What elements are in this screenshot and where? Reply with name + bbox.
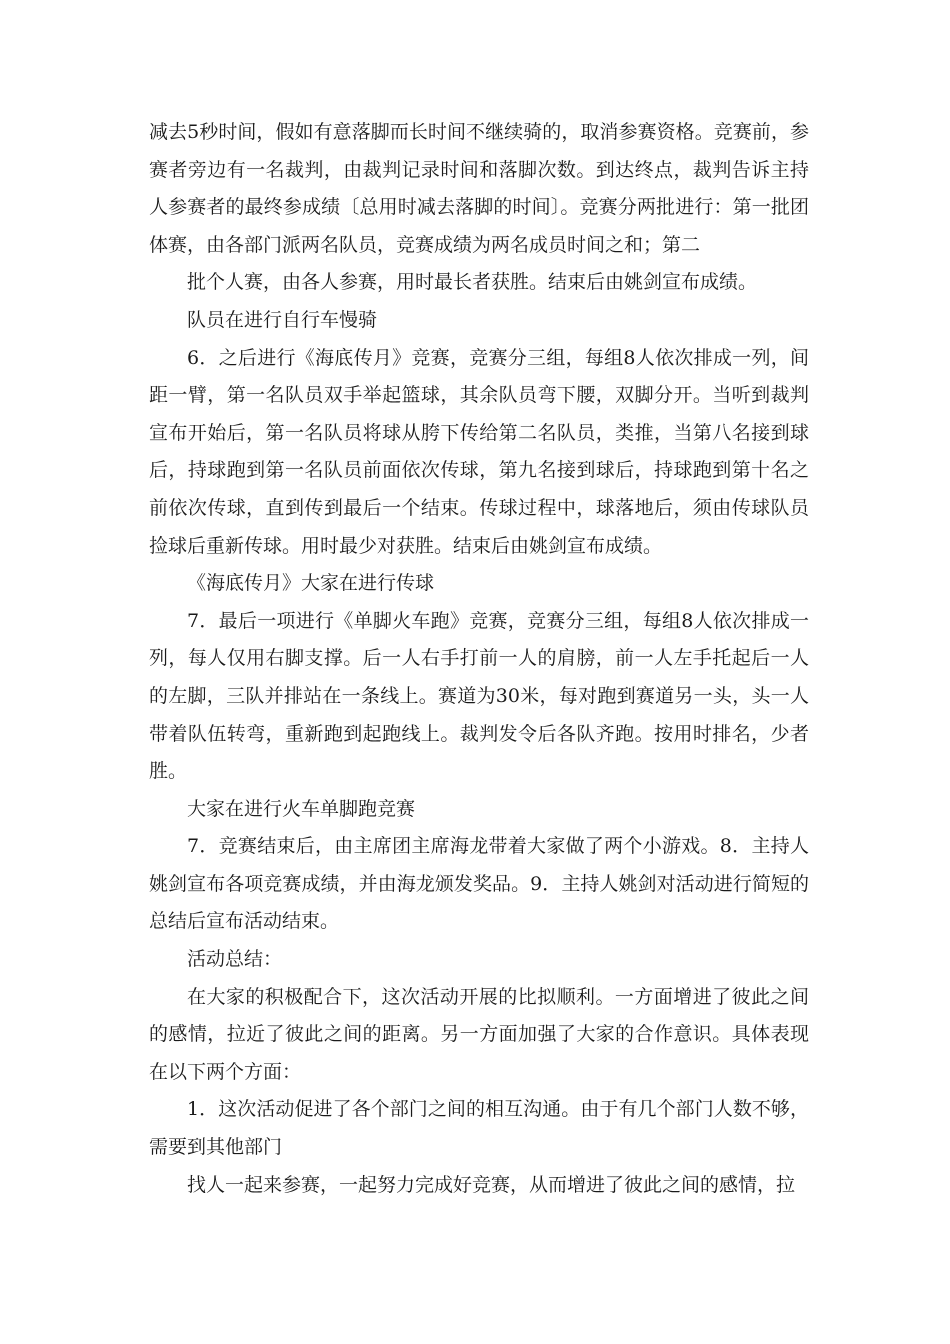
caption-train-run: 大家在进行火车单脚跑竞赛 [187,797,416,820]
paragraph-summary-point-1: 1．这次活动促进了各个部门之间的相互沟通。由于有几个部门人数不够，需要到其他部门 [149,1098,809,1159]
paragraph-closing-items: 7．竞赛结束后，由主席团主席海龙带着大家做了两个小游戏。8．主持人姚剑宣布各项竞赛成绩，并由海龙颁发奖品。9．主持人姚剑对活动进行简短的总结后宣布活动结束。 [149,835,809,933]
caption-ball-passing: 《海底传月》大家在进行传球 [187,572,435,595]
caption-slow-ride: 队员在进行自行车慢骑 [187,308,378,331]
paragraph-slow-ride-rules: 减去5秒时间，假如有意落脚而长时间不继续骑的，取消参赛资格。竞赛前，参赛者旁边有一名裁判，由裁判记录时间和落脚次数。到达终点，裁判告诉主持人参赛者的最终参成绩〔总用时减去落脚的时间〕。竞赛分两批进行：第一批团体赛，由各部门派两名队员，竞赛成绩为两名成员时间之和；第二 [149,121,809,256]
paragraph-item-7-train-run: 7．最后一项进行《单脚火车跑》竞赛，竞赛分三组，每组8人依次排成一列，每人仅用右脚支撑。后一人右手打前一人的肩膀，前一人左手托起后一人的左脚，三队并排站在一条线上。赛道为30米，每对跑到赛道另一头，头一人带着队伍转弯，重新跑到起跑线上。裁判发令后各队齐跑。按用时排名，少者胜。 [149,609,809,783]
paragraph-summary-continued: 找人一起来参赛，一起努力完成好竞赛，从而增进了彼此之间的感情，拉 [187,1173,796,1196]
paragraph-individual-match: 批个人赛，由各人参赛，用时最长者获胜。结束后由姚剑宣布成绩。 [187,271,758,294]
document-body [149,114,809,1204]
paragraph-item-6: 6．之后进行《海底传月》竞赛，竞赛分三组，每组8人依次排成一列，间距一臂，第一名队员双手举起篮球，其余队员弯下腰，双脚分开。当听到裁判宣布开始后，第一名队员将球从胯下传给第二名队员，类推，当第八名接到球后，持球跑到第一名队员前面依次传球，第九名接到球后，持球跑到第十名之前依次传球，直到传到最后一个结束。传球过程中，球落地后，须由传球队员捡球后重新传球。用时最少对获胜。结束后由姚剑宣布成绩。 [149,346,809,557]
heading-activity-summary: 活动总结： [187,948,283,971]
paragraph-summary-intro: 在大家的积极配合下，这次活动开展的比拟顺利。一方面增进了彼此之间的感情，拉近了彼此之间的距离。另一方面加强了大家的合作意识。具体表现在以下两个方面： [149,985,809,1083]
